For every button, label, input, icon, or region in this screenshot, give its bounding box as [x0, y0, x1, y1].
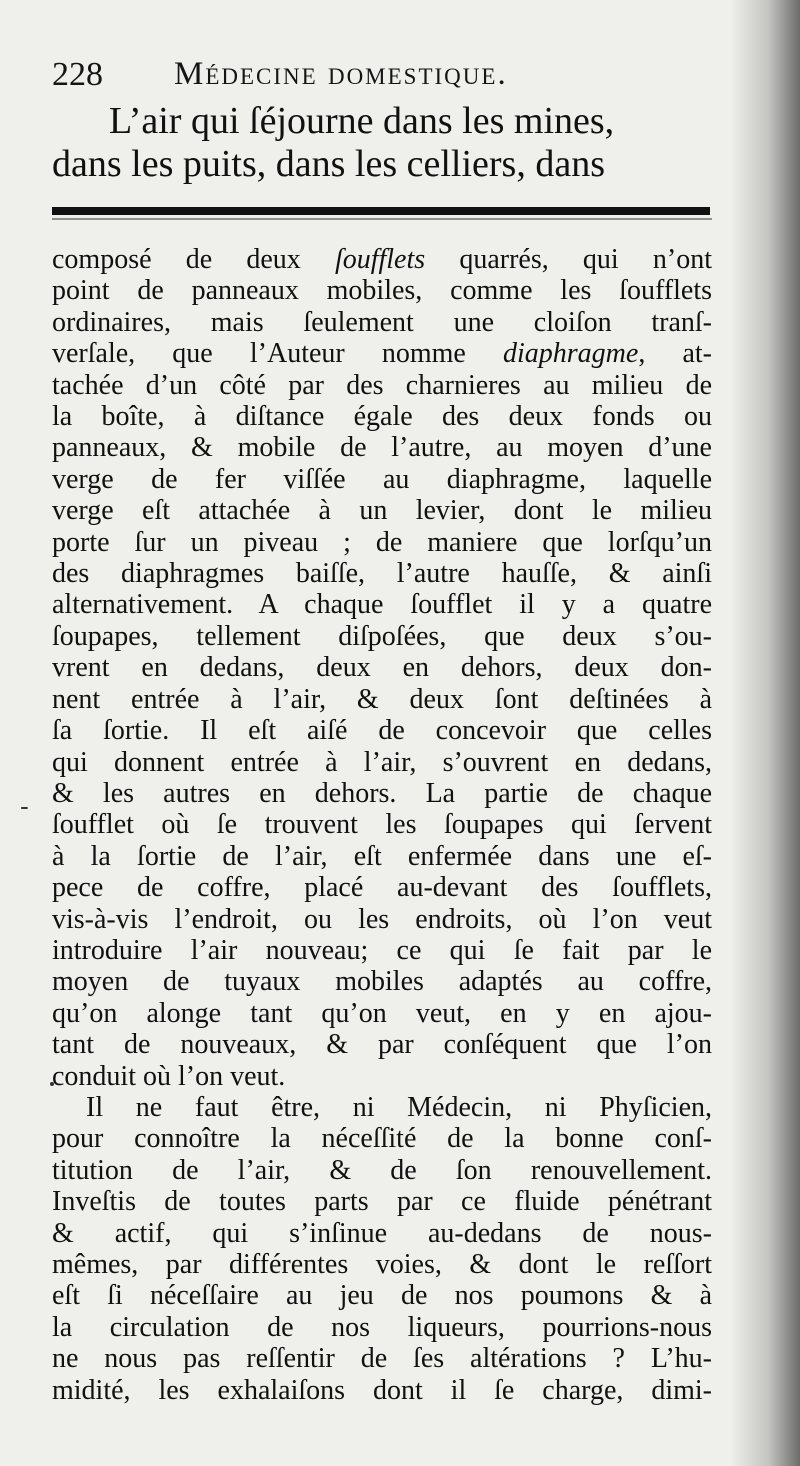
body-line-5: tachée d’un côté par des charnieres au milieu de: [52, 369, 712, 401]
page-number: 228: [52, 56, 103, 93]
body-line-26: tant de nouveaux, & par conſéquent que l’on: [52, 1029, 712, 1061]
italic-diaphragme: diaphragme: [503, 338, 639, 370]
body-line-11: des diaphragmes baiſſe, l’autre hauſſe, & ainſi: [52, 558, 712, 590]
body-line-22: vis-à-vis l’endroit, ou les endroits, où l’on veut: [52, 903, 712, 935]
body-line-28: Il ne faut être, ni Médecin, ni Phyſicien,: [86, 1091, 712, 1123]
body-line-35: la circulation de nos liqueurs, pourrions-nous: [52, 1311, 712, 1343]
body-line-12: alternativement. A chaque ſoufflet il y a quatre: [52, 589, 712, 621]
margin-mark: -: [20, 792, 29, 822]
body-line-19: ſoufflet où ſe trouvent les ſoupapes qui ſervent: [52, 809, 712, 841]
body-line-36: ne nous pas reſſentir de ſes altérations ? L’hu-: [52, 1343, 712, 1375]
section-rule-shadow: [52, 218, 712, 220]
section-rule: [52, 207, 710, 215]
body-line-2: point de panneaux mobiles, comme les ſoufflets: [52, 275, 712, 307]
page-header: [52, 48, 712, 102]
body-line-34: eſt ſi néceſſaire au jeu de nos poumons & à: [52, 1280, 712, 1312]
body-line-17: qui donnent entrée à l’air, s’ouvrent en dedans,: [52, 746, 712, 778]
body-line-8: verge de fer viſſée au diaphragme, laquelle: [52, 463, 712, 495]
body-line-30: titution de l’air, & de ſon renouvellement.: [52, 1154, 712, 1186]
body-line-14: vrent en dedans, deux en dehors, deux don-: [52, 652, 712, 684]
body-line-1-a: composé de deux: [52, 244, 335, 275]
body-line-18: & les autres en dehors. La partie de chaque: [52, 777, 712, 809]
running-title: Médecine domestique.: [174, 56, 508, 92]
page-edge-shadow: [730, 0, 800, 1466]
body-line-4-b: , at-: [638, 338, 712, 370]
body-line-20: à la ſortie de l’air, eſt enfermée dans une eſ-: [52, 840, 712, 872]
body-line-24: moyen de tuyaux mobiles adaptés au coffre,: [52, 966, 712, 998]
body-line-29: pour connoître la néceſſité de la bonne conſ-: [52, 1123, 712, 1155]
top-text-block: [52, 100, 712, 186]
body-line-16: ſa ſortie. Il eſt aiſé de concevoir que celles: [52, 715, 712, 747]
body-line-13: ſoupapes, tellement diſpoſées, que deux s’ou-: [52, 620, 712, 652]
body-line-7: panneaux, & mobile de l’autre, au moyen d’une: [52, 432, 712, 464]
body-line-37: midité, les exhalaiſons dont il ſe charge, dimi-: [52, 1374, 712, 1406]
body-line-23: introduire l’air nouveau; ce qui ſe fait par le: [52, 934, 712, 966]
body-line-4: [52, 338, 712, 369]
top-line-2: dans les puits, dans les celliers, dans: [52, 143, 606, 185]
body-line-31: Inveſtis de toutes parts par ce fluide pénétrant: [52, 1186, 712, 1218]
body-line-6: la boîte, à diſtance égale des deux fonds ou: [52, 401, 712, 433]
body-text: [52, 244, 712, 1406]
body-line-32: & actif, qui s’inſinue au-dedans de nous-: [52, 1217, 712, 1249]
body-line-1-b: quarrés, qui n’ont: [425, 244, 712, 275]
body-line-21: pece de coffre, placé au-devant des ſoufflets,: [52, 872, 712, 904]
body-line-3: ordinaires, mais ſeulement une cloiſon tranſ-: [52, 306, 712, 338]
italic-soufflets: ſoufflets: [334, 244, 426, 275]
body-line-15: nent entrée à l’air, & deux ſont deſtinées à: [52, 683, 712, 715]
body-line-9: verge eſt attachée à un levier, dont le milieu: [52, 495, 712, 527]
body-line-27: conduit où l’on veut.: [52, 1060, 286, 1092]
body-line-1: [52, 244, 712, 275]
body-line-33: mêmes, par différentes voies, & dont le reſſort: [52, 1249, 712, 1280]
body-line-4-a: verſale, que l’Auteur nomme: [52, 338, 503, 370]
body-line-10: porte ſur un piveau ; de maniere que lorſqu’un: [52, 526, 712, 558]
top-line-1: L’air qui ſéjourne dans les mines,: [109, 100, 615, 142]
body-line-25: qu’on alonge tant qu’on veut, en y en ajou-: [52, 997, 712, 1029]
